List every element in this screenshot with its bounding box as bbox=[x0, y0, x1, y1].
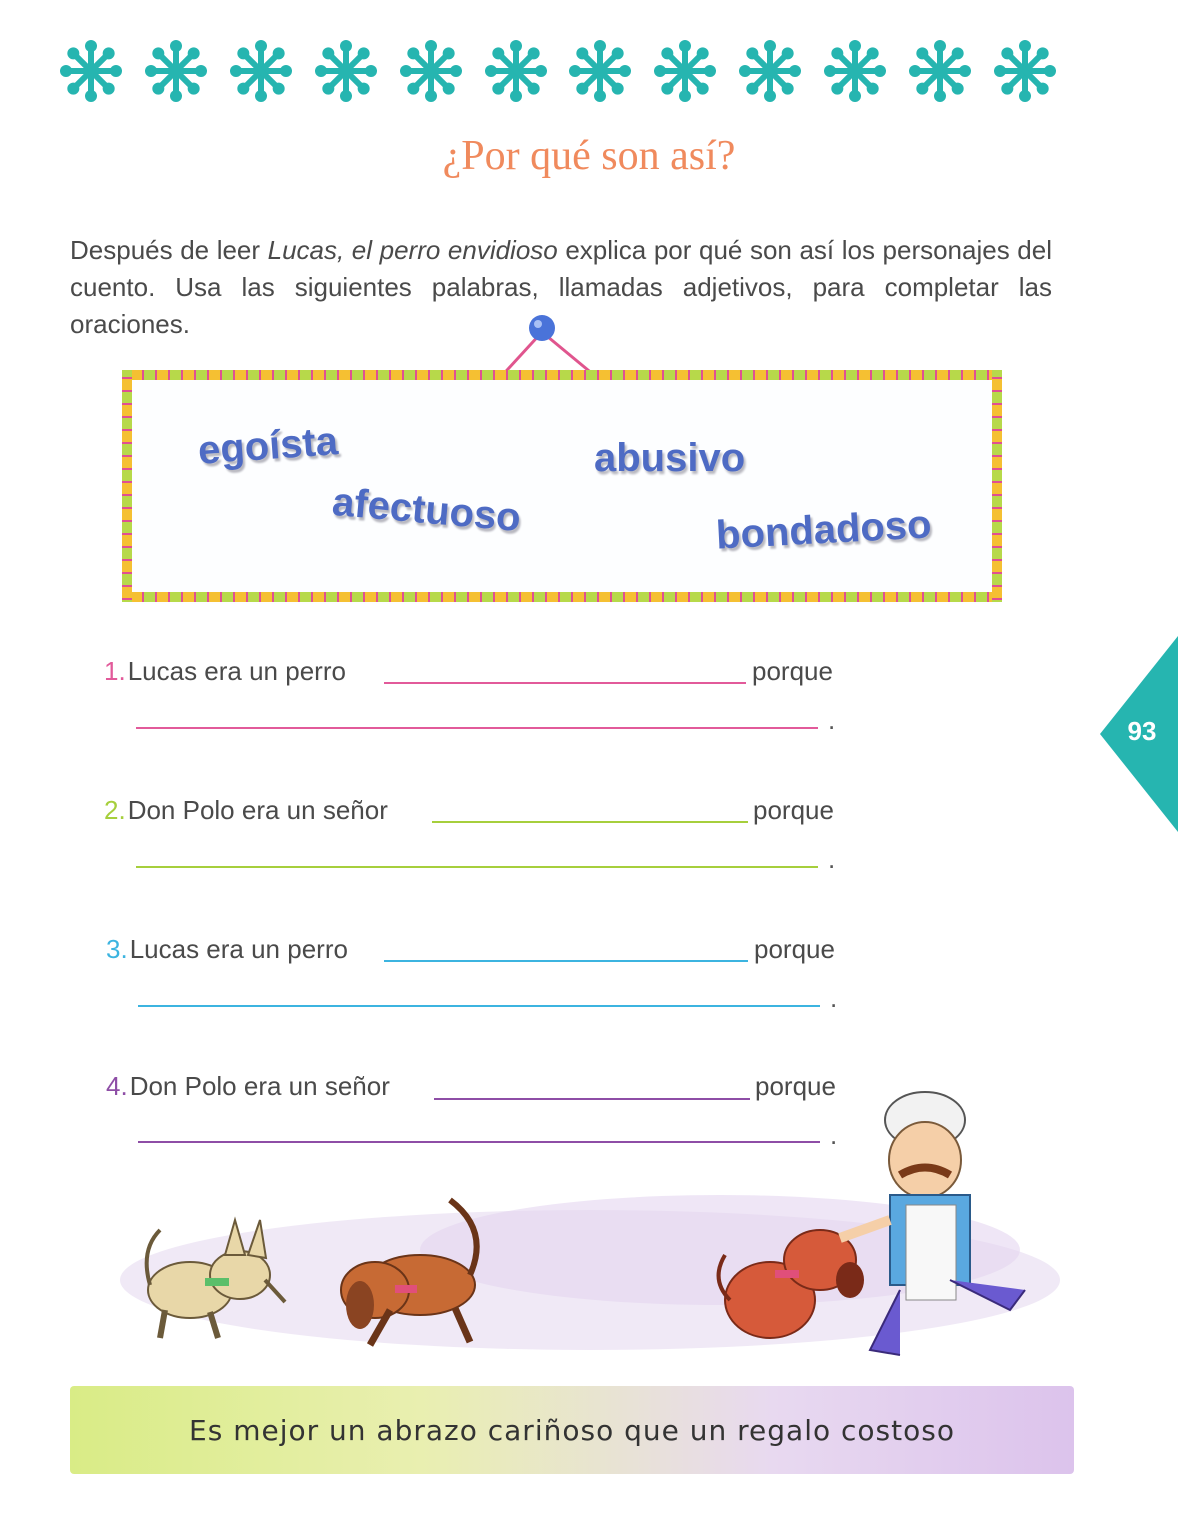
footer-proverb: Es mejor un abrazo cariñoso que un regalo costoso bbox=[189, 1413, 955, 1447]
footer-banner bbox=[70, 1386, 1074, 1474]
intro-text-1: Después de leer bbox=[70, 235, 268, 265]
word-bondadoso: bondadoso bbox=[714, 502, 933, 558]
question-end: porque bbox=[754, 934, 835, 964]
asterisk-icon bbox=[228, 38, 294, 104]
question-number: 4. bbox=[106, 1071, 128, 1101]
answer-blank-short[interactable] bbox=[384, 960, 748, 962]
asterisk-icon bbox=[58, 38, 124, 104]
page-number: 93 bbox=[1127, 716, 1157, 746]
question-text: Lucas era un perro bbox=[127, 656, 346, 686]
question-text: Lucas era un perro bbox=[129, 934, 348, 964]
asterisk-icon bbox=[737, 38, 803, 104]
word-abusivo: abusivo bbox=[594, 436, 746, 480]
question-end: porque bbox=[753, 795, 834, 825]
asterisk-icon bbox=[652, 38, 718, 104]
question-number: 1. bbox=[104, 656, 126, 686]
answer-blank-long[interactable] bbox=[136, 866, 818, 868]
asterisk-icon bbox=[567, 38, 633, 104]
period: . bbox=[830, 1120, 838, 1150]
period: . bbox=[828, 844, 836, 874]
question-number: 3. bbox=[106, 934, 128, 964]
answer-blank-long[interactable] bbox=[136, 727, 818, 729]
answer-blank-short[interactable] bbox=[384, 682, 746, 684]
asterisk-icon bbox=[143, 38, 209, 104]
asterisk-border bbox=[58, 38, 1058, 108]
word-bank-frame bbox=[118, 366, 1008, 616]
asterisk-icon bbox=[822, 38, 888, 104]
asterisk-icon bbox=[313, 38, 379, 104]
question-end: porque bbox=[752, 656, 833, 686]
question-end: porque bbox=[755, 1071, 836, 1101]
intro-text-2: explica por qué son así los personajes del cuento. Usa las siguientes palabras, llamadas adjetivos, para completar las oraciones. bbox=[70, 235, 1052, 339]
asterisk-icon bbox=[398, 38, 464, 104]
answer-blank-long[interactable] bbox=[138, 1005, 820, 1007]
asterisk-icon bbox=[907, 38, 973, 104]
word-egoista: egoísta bbox=[196, 419, 340, 473]
dogs-and-man-illustration bbox=[70, 1080, 1080, 1380]
book-title: Lucas, el perro envidioso bbox=[267, 235, 558, 265]
asterisk-icon bbox=[992, 38, 1058, 104]
question-number: 2. bbox=[104, 795, 126, 825]
period: . bbox=[828, 705, 836, 735]
word-afectuoso: afectuoso bbox=[330, 479, 523, 541]
question-text: Don Polo era un señor bbox=[129, 1071, 390, 1101]
period: . bbox=[830, 983, 838, 1013]
word-bank-box bbox=[118, 366, 1008, 616]
question-text: Don Polo era un señor bbox=[127, 795, 388, 825]
page-title: ¿Por qué son así? bbox=[442, 133, 736, 179]
answer-blank-short[interactable] bbox=[432, 821, 748, 823]
asterisk-icon bbox=[483, 38, 549, 104]
